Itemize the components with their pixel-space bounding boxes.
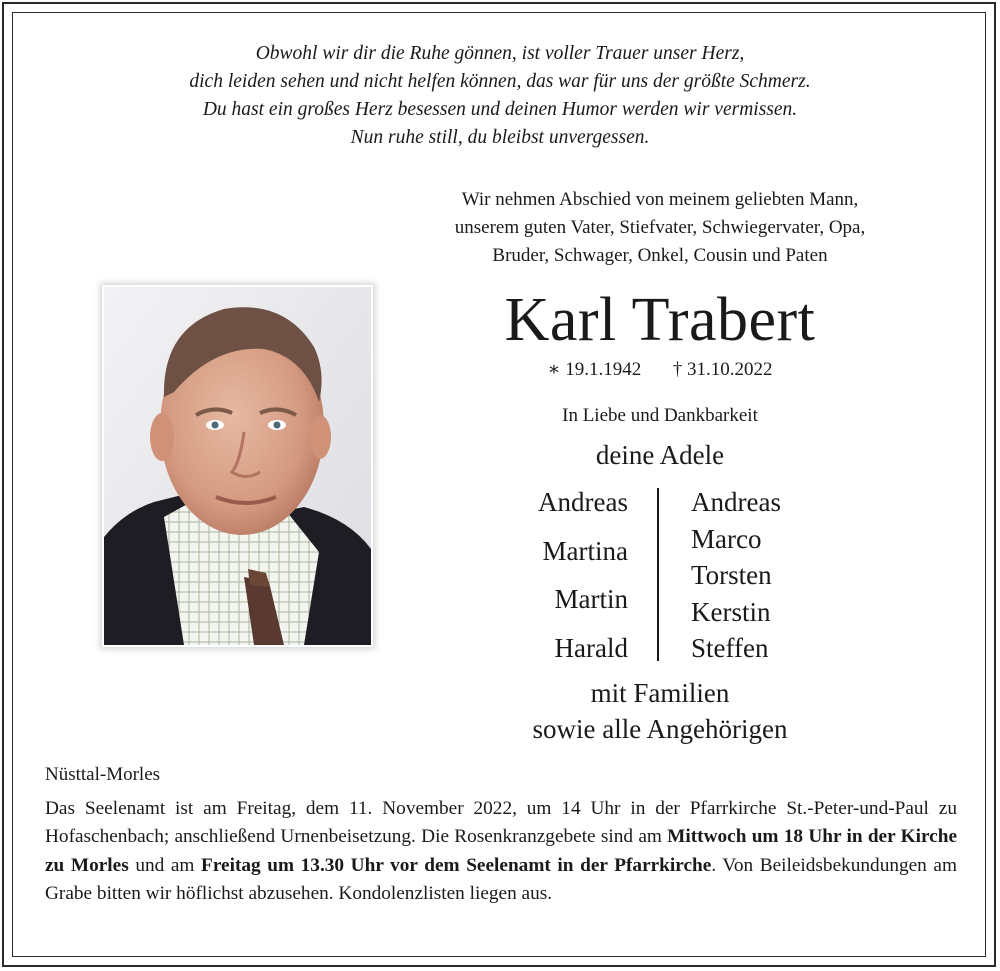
intro-line: Wir nehmen Abschied von meinem geliebten Mann, [461,189,859,210]
family-member: Martin [554,584,628,614]
family-member: Andreas [691,487,781,517]
deceased-name: Karl Trabert [504,286,816,354]
family-member: Steffen [691,633,769,663]
portrait-illustration [104,287,371,645]
family-member: Marco [691,523,762,554]
birth-symbol: ∗ [547,359,561,380]
notice-text: und am [128,854,202,876]
place-name: Nüsttal-Morles [45,764,161,785]
signoff-phrase: In Liebe und Dankbarkeit [562,405,758,426]
family-right-column [691,483,891,666]
poem-line: Nun ruhe still, du bleibst unvergessen. [350,127,650,148]
intro-line: unserem guten Vater, Stiefvater, Schwiegervater, Opa, [454,217,866,238]
poem-line: dich leiden sehen und nicht helfen können, das war für uns der größte Schmerz. [189,71,811,92]
intro-line: Bruder, Schwager, Onkel, Cousin und Paten [492,245,828,266]
poem-line: Obwohl wir dir die Ruhe gönnen, ist voller Trauer unser Herz, [255,43,745,64]
family-member: Andreas [538,487,628,517]
death-symbol: † [672,359,683,380]
family-divider [657,488,659,661]
notice-text: . Von Beileidsbekundungen am Grabe bitten wir höflichst abzusehen. Kondolenzlisten liegen aus. [45,854,957,905]
family-member: Torsten [691,560,772,590]
birth-date: 19.1.1942 [565,359,642,380]
farewell-intro [380,186,940,270]
notice-text: Das Seelenamt ist am Freitag, dem 11. November 2022, um 14 Uhr in der Pfarrkirche St.-Peter-und-Paul zu Hofaschenbach; anschließend Urnenbeisetzung. Die Rosenkranzgebete sind am [45,798,957,848]
death-date: 31.10.2022 [686,359,773,380]
spouse-name: deine Adele [595,440,725,470]
life-dates [380,356,940,384]
closing-line: mit Familien [590,678,730,708]
notice-bold: Mittwoch um 18 Uhr in der Kirche zu Morles [45,826,958,876]
closing-lines [380,675,940,747]
notice-bold: Freitag um 13.30 Uhr vor dem Seelenamt in der Pfarrkirche [201,854,712,876]
family-member: Martina [542,535,628,566]
family-left-column [470,483,628,677]
poem [0,40,1000,152]
portrait-photo [102,285,373,647]
poem-line: Du hast ein großes Herz besessen und deinen Humor werden wir vermissen. [202,99,798,120]
family-member: Harald [554,632,628,663]
service-notice [45,795,957,909]
closing-line: sowie alle Angehörigen [532,714,788,744]
family-member: Kerstin [691,596,771,627]
